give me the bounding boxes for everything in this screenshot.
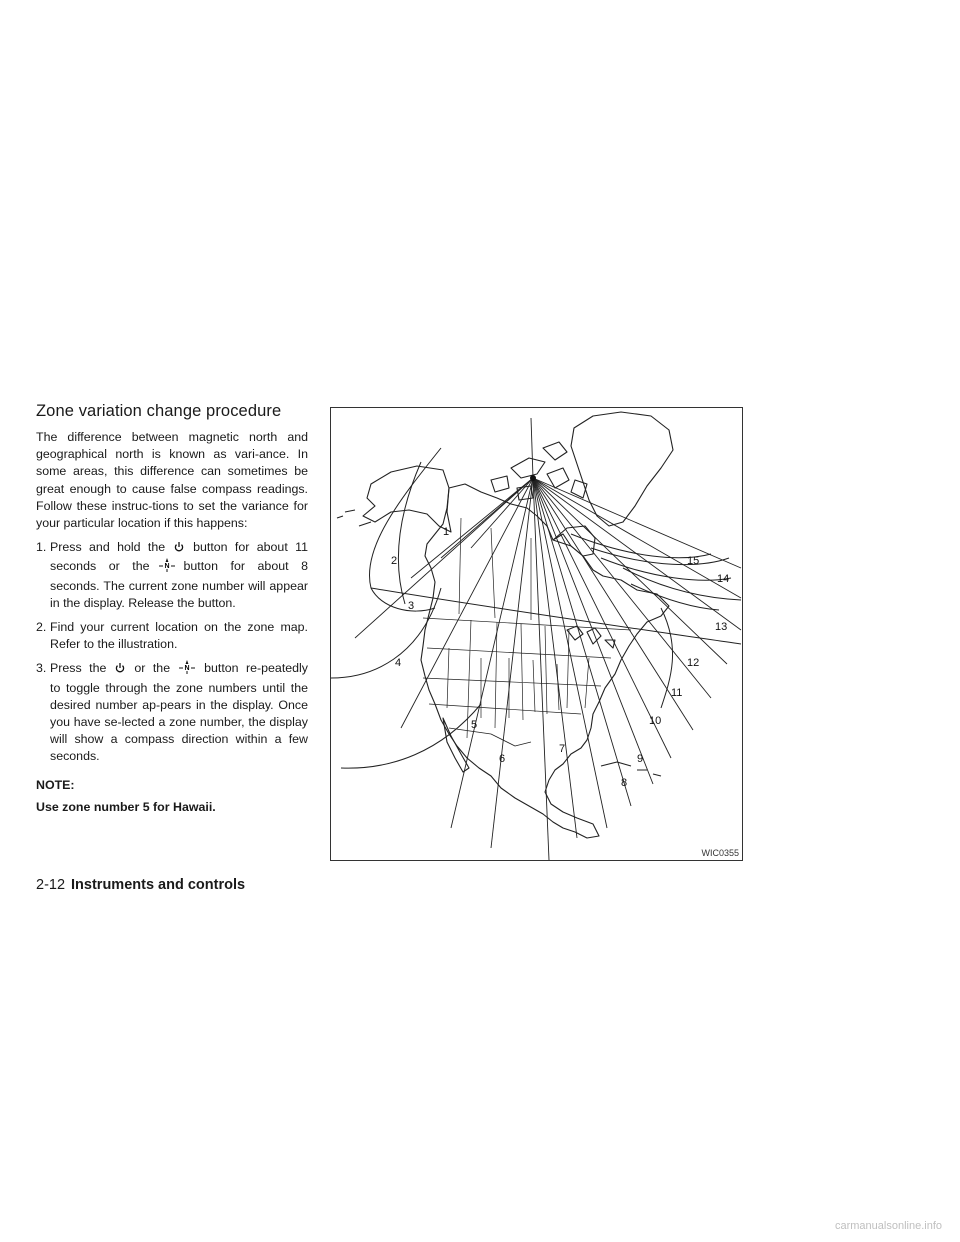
north-america-outline [421, 484, 669, 838]
step-text: button re-peatedly to toggle through the zone numbers until the desired number ap-pears in the display. Once you have se-lected a zone number, the display will show a compass direction within a few seconds. [50, 661, 309, 764]
zone-label: 14 [717, 573, 730, 585]
zone-label: 15 [687, 555, 700, 567]
mexico-border [449, 728, 531, 746]
zone-label: 8 [621, 777, 628, 789]
zone-label: 9 [637, 753, 644, 765]
zone-label: 13 [715, 621, 728, 633]
step-number: 2. [36, 620, 47, 635]
watermark: carmanualsonline.info [834, 1220, 942, 1232]
step-text: button for about 11 seconds or the [50, 540, 308, 574]
intro-paragraph: The difference between magnetic north and geographical north is known as vari-ance. In some areas, this difference can sometimes be great enough to cause false compass readings. Follow these instruc-tions to set the variance for your particular location if this happens: [36, 430, 308, 531]
text-column [36, 402, 308, 814]
step-text: Press the [50, 661, 107, 676]
note-title: NOTE: [36, 777, 75, 792]
compass-button-icon [179, 660, 195, 679]
step-text: Find your current location on the zone map. Refer to the illustration. [50, 620, 308, 652]
step-2 [36, 619, 308, 653]
zone-label: 4 [395, 657, 402, 669]
zone-label: 11 [671, 687, 683, 699]
zone-label: 5 [471, 719, 478, 731]
zone-arcs [331, 448, 741, 768]
zone-label: 3 [408, 600, 415, 612]
magnetic-pole-marker [530, 475, 536, 481]
svg-text:N: N [163, 563, 170, 571]
zone-label: 12 [687, 657, 700, 669]
steps-list [36, 539, 308, 765]
svg-text:N: N [184, 665, 190, 673]
page-number: 2-12 [36, 877, 66, 893]
step-3 [36, 660, 308, 765]
zone-label: 10 [649, 715, 662, 727]
zone-label: 2 [391, 555, 398, 567]
zone-map-illustration [331, 408, 742, 860]
zone-label: 6 [499, 753, 506, 765]
zone-map-figure [330, 407, 743, 861]
step-text: button for about 8 seconds. The current zone number will appear in the display. Release the button. [50, 559, 308, 610]
section-title: Zone variation change procedure [36, 402, 282, 420]
compass-button-icon [159, 558, 175, 577]
figure-code: WIC0355 [701, 848, 739, 858]
page-footer [36, 877, 245, 893]
baja-outline [443, 718, 469, 772]
zone-label: 7 [559, 743, 566, 755]
footer-section-title: Instruments and controls [71, 877, 246, 893]
caribbean-islands [601, 762, 661, 776]
step-text: Press and hold the [50, 540, 166, 555]
step-text: or the [134, 661, 171, 676]
note-text: Use zone number 5 for Hawaii. [36, 799, 216, 814]
zone-label: 1 [443, 526, 450, 538]
step-number: 1. [36, 540, 47, 555]
power-button-icon [115, 662, 125, 679]
step-number: 3. [36, 661, 47, 676]
step-1 [36, 539, 308, 612]
power-button-icon [174, 541, 184, 558]
